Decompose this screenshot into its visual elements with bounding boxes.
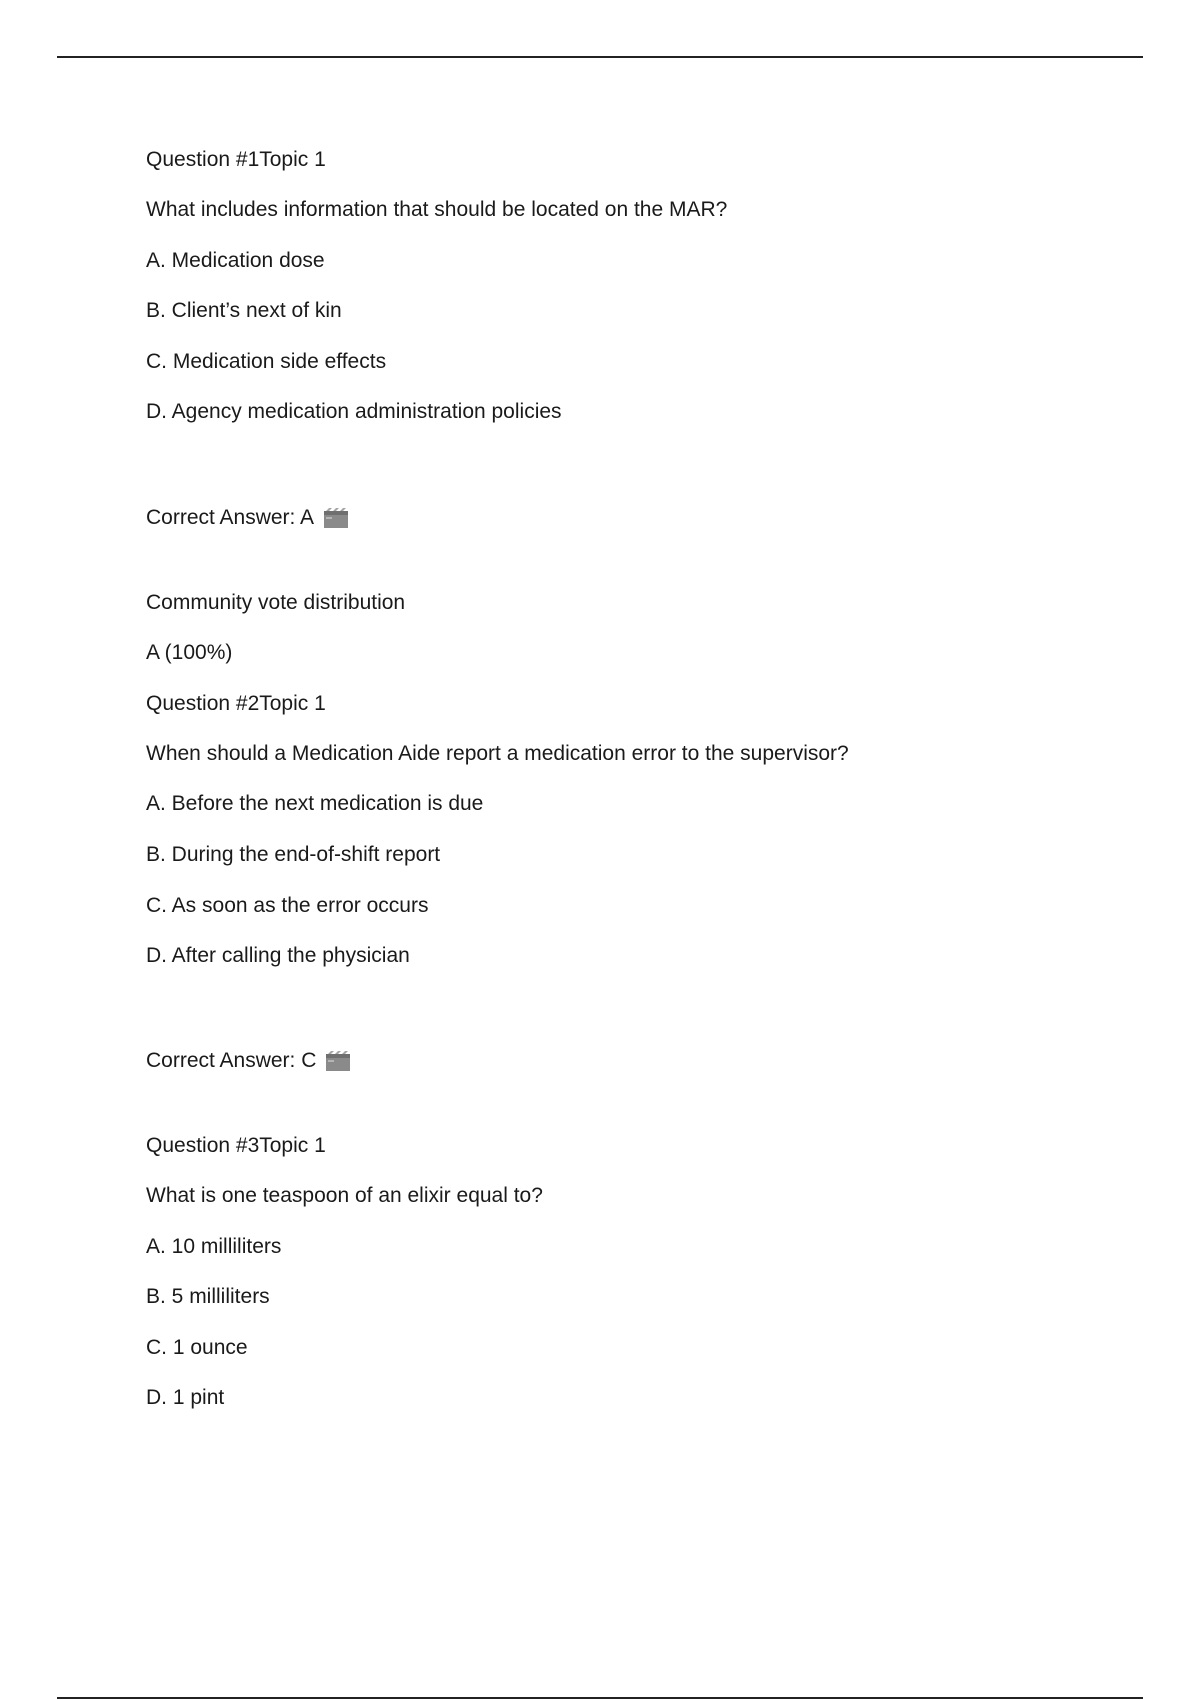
- question-1-option-b: B. Client’s next of kin: [146, 299, 342, 322]
- question-1-answer: Correct Answer: A: [146, 506, 315, 529]
- question-3-option-a: A. 10 milliliters: [146, 1235, 282, 1258]
- bottom-rule: [57, 1697, 1143, 1699]
- question-1-option-a: A. Medication dose: [146, 249, 325, 272]
- question-3-text: What is one teaspoon of an elixir equal to?: [146, 1184, 543, 1207]
- question-1-option-c: C. Medication side effects: [146, 350, 387, 373]
- question-1-text: What includes information that should be located on the MAR?: [146, 198, 728, 221]
- top-rule: [57, 56, 1143, 58]
- clapperboard-icon[interactable]: [325, 1050, 351, 1072]
- question-1-option-d: D. Agency medication administration policies: [146, 400, 562, 423]
- question-1-answer-row: [146, 505, 349, 531]
- question-2-option-b: B. During the end-of-shift report: [146, 843, 441, 866]
- question-3-header: Question #3Topic 1: [146, 1134, 326, 1157]
- clapperboard-icon[interactable]: [323, 507, 349, 529]
- question-3-option-c: C. 1 ounce: [146, 1336, 248, 1359]
- question-2-text: When should a Medication Aide report a medication error to the supervisor?: [146, 742, 849, 765]
- question-3-option-b: B. 5 milliliters: [146, 1285, 270, 1308]
- question-2-answer: Correct Answer: C: [146, 1049, 317, 1072]
- community-vote-value: A (100%): [146, 641, 233, 664]
- question-2-header: Question #2Topic 1: [146, 692, 326, 715]
- question-3-option-d: D. 1 pint: [146, 1386, 225, 1409]
- question-2-option-c: C. As soon as the error occurs: [146, 894, 429, 917]
- question-2-option-a: A. Before the next medication is due: [146, 792, 484, 815]
- question-2-option-d: D. After calling the physician: [146, 944, 410, 967]
- community-vote-label: Community vote distribution: [146, 591, 406, 614]
- question-1-header: Question #1Topic 1: [146, 148, 326, 171]
- question-2-answer-row: [146, 1048, 351, 1074]
